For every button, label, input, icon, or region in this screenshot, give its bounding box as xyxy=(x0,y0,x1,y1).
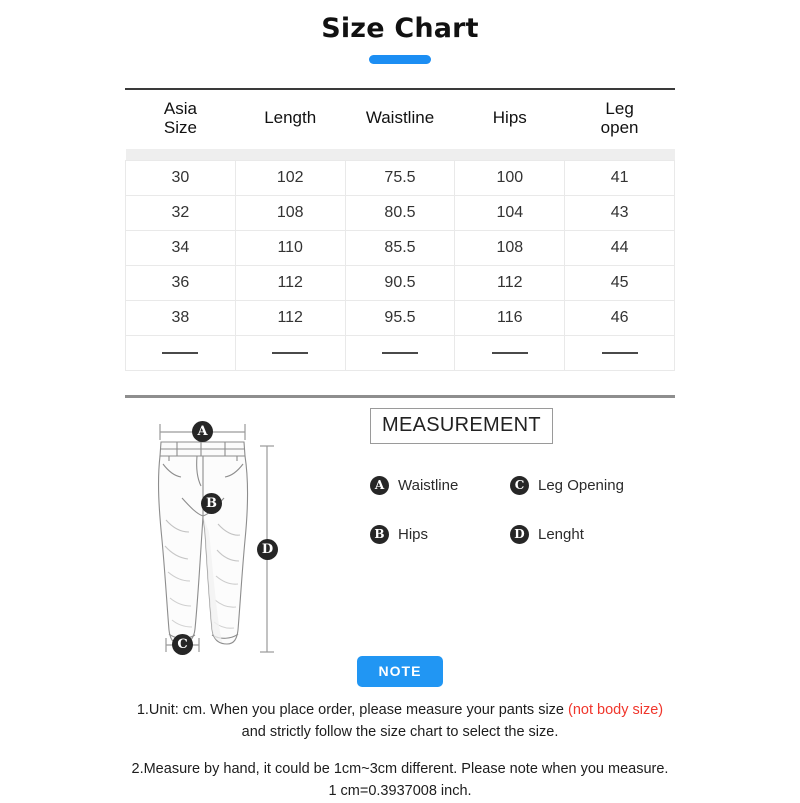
cell-asia-size: 34 xyxy=(126,230,236,265)
cell-leg-open: 43 xyxy=(565,195,675,230)
table-row-placeholder xyxy=(126,335,675,370)
placeholder-dash-icon xyxy=(602,352,638,354)
column-header-line2: Size xyxy=(163,118,197,138)
note-line1-text: 1.Unit: cm. When you place order, please measure your pants size xyxy=(136,701,569,718)
column-header-line1: Waistline xyxy=(365,108,435,128)
cell-hips-placeholder xyxy=(455,335,565,370)
cell-hips: 104 xyxy=(455,195,565,230)
legend-label-length: Lenght xyxy=(538,525,584,543)
legend-marker-a: A xyxy=(370,476,389,495)
cell-length: 102 xyxy=(235,160,345,195)
legend-item-waistline xyxy=(370,476,510,495)
legend-marker-b: B xyxy=(370,525,389,544)
cell-leg-open: 44 xyxy=(565,230,675,265)
column-header-waistline xyxy=(345,90,455,149)
cell-leg-open-placeholder xyxy=(565,335,675,370)
diagram-marker-b: B xyxy=(201,493,222,514)
legend-marker-c: C xyxy=(510,476,529,495)
column-header-line2: open xyxy=(600,118,639,138)
cell-waistline: 80.5 xyxy=(345,195,455,230)
page-title: Size Chart xyxy=(321,13,479,44)
cell-hips: 116 xyxy=(455,300,565,335)
pants-illustration xyxy=(139,420,289,670)
column-header-line1: Asia xyxy=(163,98,197,118)
cell-length-placeholder xyxy=(235,335,345,370)
cell-hips: 100 xyxy=(455,160,565,195)
cell-asia-size: 32 xyxy=(126,195,236,230)
column-header-asia-size xyxy=(126,90,236,149)
table-row xyxy=(126,300,675,335)
placeholder-dash-icon xyxy=(272,352,308,354)
note-paragraph-1 xyxy=(80,700,720,744)
column-header-line1: Leg xyxy=(605,98,634,118)
cell-asia-size-placeholder xyxy=(126,335,236,370)
measurement-title: MEASUREMENT xyxy=(370,408,553,444)
legend-item-leg-opening xyxy=(510,476,670,495)
table-row xyxy=(126,230,675,265)
cell-waistline: 75.5 xyxy=(345,160,455,195)
note-line2-text: and strictly follow the size chart to select the size. xyxy=(241,723,559,740)
table-row xyxy=(126,160,675,195)
column-header-line1: Hips xyxy=(492,108,527,128)
legend-item-length xyxy=(510,525,670,544)
cell-waistline: 90.5 xyxy=(345,265,455,300)
note-line3-text: 2.Measure by hand, it could be 1cm~3cm different. Please note when you measure. xyxy=(131,761,669,778)
measurement-legend xyxy=(370,476,670,544)
cell-waistline: 95.5 xyxy=(345,300,455,335)
table-row xyxy=(126,195,675,230)
diagram-marker-d: D xyxy=(257,539,278,560)
legend-item-hips xyxy=(370,525,510,544)
table-body xyxy=(126,149,675,371)
cell-asia-size: 36 xyxy=(126,265,236,300)
size-chart-table xyxy=(125,90,675,371)
cell-length: 110 xyxy=(235,230,345,265)
placeholder-dash-icon xyxy=(162,352,198,354)
placeholder-dash-icon xyxy=(492,352,528,354)
cell-waistline-placeholder xyxy=(345,335,455,370)
cell-leg-open: 46 xyxy=(565,300,675,335)
measurement-panel xyxy=(370,408,670,544)
cell-leg-open: 41 xyxy=(565,160,675,195)
column-header-leg-open xyxy=(565,90,675,149)
size-chart-table-wrapper xyxy=(125,88,675,371)
cell-hips: 112 xyxy=(455,265,565,300)
cell-hips: 108 xyxy=(455,230,565,265)
legend-label-waistline: Waistline xyxy=(398,476,459,494)
legend-marker-d: D xyxy=(510,525,529,544)
column-header-line1: Length xyxy=(264,108,317,128)
cell-waistline: 85.5 xyxy=(345,230,455,265)
table-header-band-cell xyxy=(126,149,675,161)
column-header-hips xyxy=(455,90,565,149)
note-line1-highlight: (not body size) xyxy=(568,701,664,718)
column-header-length xyxy=(235,90,345,149)
measurement-section xyxy=(125,398,675,656)
placeholder-dash-icon xyxy=(382,352,418,354)
cell-length: 112 xyxy=(235,300,345,335)
page-header xyxy=(0,0,800,64)
note-line4-text: 1 cm=0.3937008 inch. xyxy=(328,783,472,800)
diagram-marker-a: A xyxy=(192,421,213,442)
legend-label-hips: Hips xyxy=(398,525,429,543)
table-row xyxy=(126,265,675,300)
note-section xyxy=(80,656,720,803)
table-header-band xyxy=(126,149,675,161)
cell-length: 112 xyxy=(235,265,345,300)
cell-asia-size: 30 xyxy=(126,160,236,195)
diagram-marker-c: C xyxy=(172,634,193,655)
cell-length: 108 xyxy=(235,195,345,230)
title-accent-bar xyxy=(369,55,431,64)
table-header xyxy=(126,90,675,149)
cell-asia-size: 38 xyxy=(126,300,236,335)
cell-leg-open: 45 xyxy=(565,265,675,300)
note-paragraph-2 xyxy=(80,759,720,803)
table-header-row xyxy=(126,90,675,149)
note-badge: NOTE xyxy=(357,656,444,687)
legend-label-leg-opening: Leg Opening xyxy=(538,476,624,494)
